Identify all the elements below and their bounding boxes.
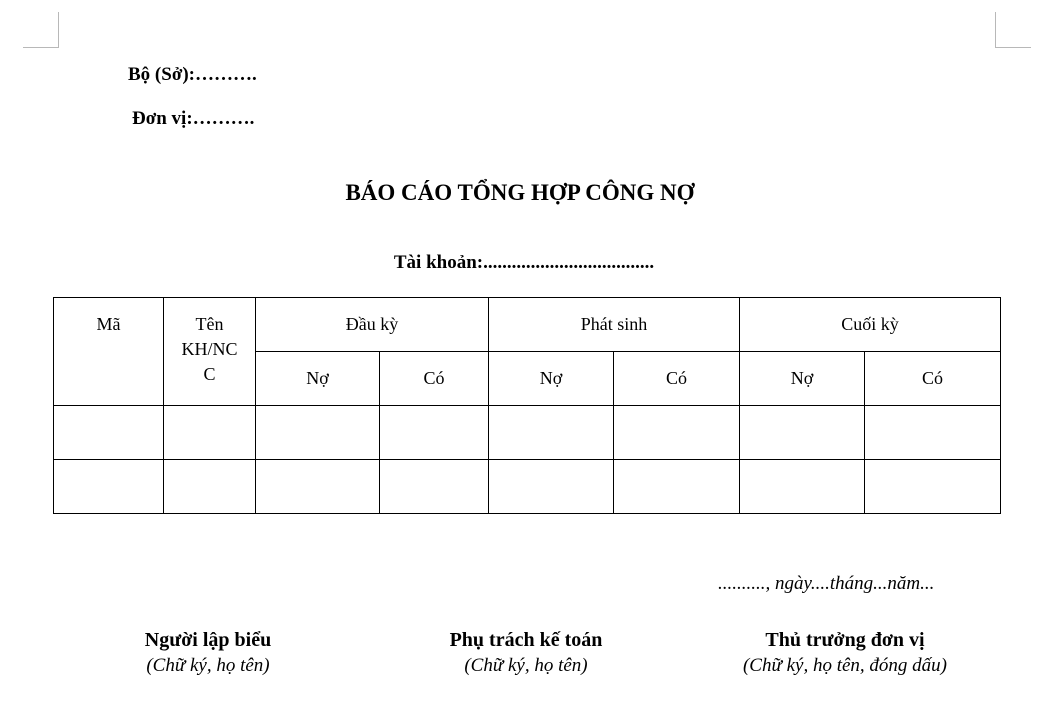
- signature-role: Người lập biểu: [144, 629, 272, 651]
- table-cell: [380, 406, 489, 460]
- signature-block-chief-accountant: [416, 627, 636, 679]
- signature-role: Phụ trách kế toán: [449, 629, 603, 651]
- debt-summary-table: [53, 297, 1001, 514]
- table-cell: [489, 406, 614, 460]
- signature-block-preparer: [108, 627, 308, 679]
- table-cell: [256, 406, 380, 460]
- signature-note: (Chữ ký, họ tên, đóng dấu): [742, 655, 948, 676]
- table-cell: [740, 406, 865, 460]
- signature-note: (Chữ ký, họ tên): [146, 655, 270, 676]
- date-line: .........., ngày....tháng...năm...: [718, 573, 935, 594]
- report-title: BÁO CÁO TỔNG HỢP CÔNG NỢ: [345, 180, 695, 205]
- table-cell: [614, 406, 740, 460]
- table-cell: [164, 406, 256, 460]
- crop-mark-top-left: [23, 12, 59, 48]
- column-header-name-line-1: Tên: [195, 314, 224, 334]
- group-header-opening: Đầu kỳ: [256, 298, 489, 352]
- subheader-movement-credit: Có: [614, 352, 740, 406]
- table-cell: [54, 460, 164, 514]
- signature-note: (Chữ ký, họ tên): [464, 655, 588, 676]
- table-row: [54, 406, 1001, 460]
- account-line: Tài khoản:....................................: [393, 252, 655, 273]
- table-cell: [54, 406, 164, 460]
- table-cell: [164, 460, 256, 514]
- signature-block-head-of-unit: [700, 627, 990, 679]
- subheader-opening-credit: Có: [380, 352, 489, 406]
- table-cell: [614, 460, 740, 514]
- table-cell: [740, 460, 865, 514]
- table-cell: [865, 406, 1001, 460]
- column-header-name-line-3: C: [203, 364, 216, 384]
- group-header-closing: Cuối kỳ: [740, 298, 1001, 352]
- signature-role: Thủ trưởng đơn vị: [765, 629, 925, 651]
- subheader-movement-debit: Nợ: [489, 352, 614, 406]
- table-cell: [489, 460, 614, 514]
- ministry-label: Bộ (Sở):……….: [128, 64, 257, 85]
- column-header-name-line-2: KH/NC: [181, 339, 238, 359]
- crop-mark-top-right: [995, 12, 1031, 48]
- unit-label: Đơn vị:……….: [132, 108, 255, 129]
- subheader-closing-credit: Có: [865, 352, 1001, 406]
- column-header-code: Mã: [54, 298, 164, 406]
- table-cell: [380, 460, 489, 514]
- group-header-movement: Phát sinh: [489, 298, 740, 352]
- subheader-opening-debit: Nợ: [256, 352, 380, 406]
- table-cell: [865, 460, 1001, 514]
- subheader-closing-debit: Nợ: [740, 352, 865, 406]
- table-row: [54, 460, 1001, 514]
- column-header-name: [164, 298, 256, 406]
- table-cell: [256, 460, 380, 514]
